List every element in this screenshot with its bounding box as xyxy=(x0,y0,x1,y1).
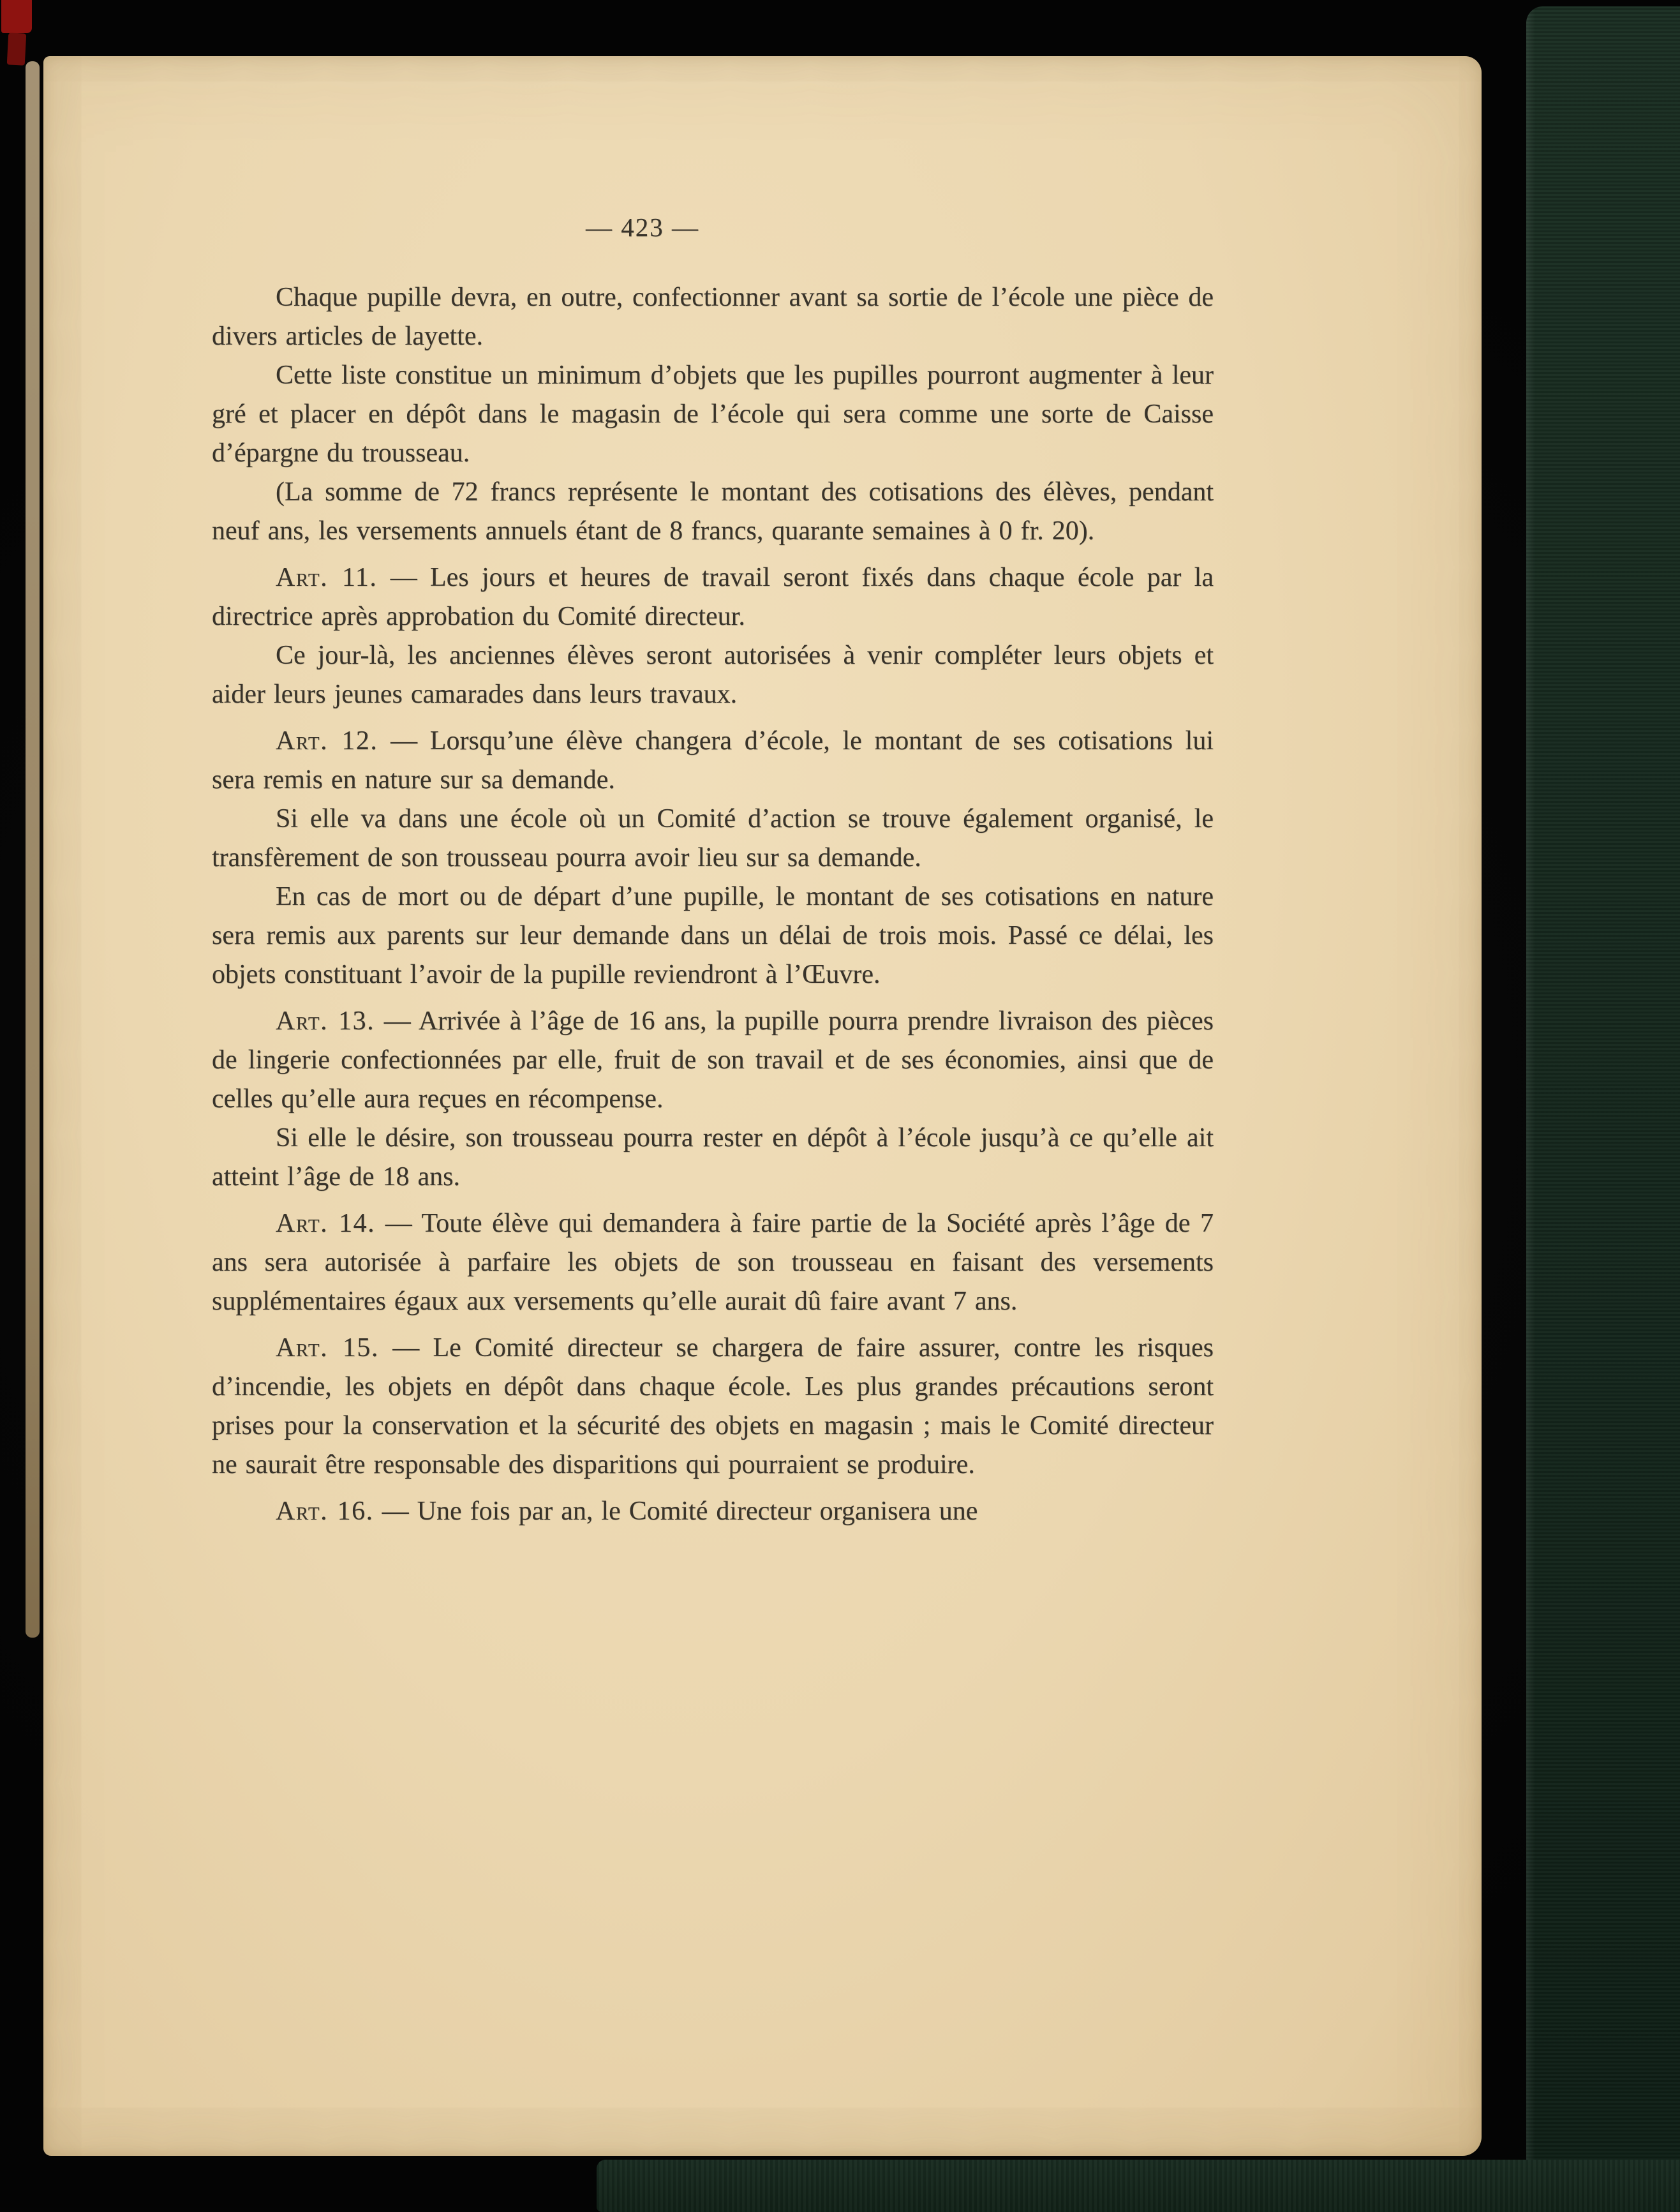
red-corner-mark xyxy=(1,0,32,33)
book-cover-bottom xyxy=(597,2160,1680,2212)
article-label: Art. 11. xyxy=(276,563,378,592)
page-left-edge xyxy=(26,61,40,1638)
body-paragraph: En cas de mort ou de départ d’une pupille, le montant de ses cotisations en nature sera remis aux parents sur leur demande dans un délai de trois mois. Passé ce délai, les objets constituant l’avoir de la pupille reviendront à l’Œuvre. xyxy=(212,882,1214,989)
article-paragraph: Art. 11. — Les jours et heures de travail seront fixés dans chaque école par la directrice après approbation du Comité directeur. xyxy=(212,563,1214,631)
article-label: Art. 16. xyxy=(276,1497,374,1526)
article-label: Art. 13. xyxy=(276,1006,375,1036)
article-label: Art. 12. xyxy=(276,726,378,756)
book-page xyxy=(43,56,1482,2156)
article-label: Art. 14. xyxy=(276,1209,376,1238)
article-paragraph: Art. 13. — Arrivée à l’âge de 16 ans, la pupille pourra prendre livraison des pièces de lingerie confectionnées par elle, fruit de son travail et de ses économies, ainsi que de celles qu’elle aura reçues en récompense. xyxy=(212,1006,1214,1114)
body-paragraph: (La somme de 72 francs représente le montant des cotisations des élèves, pendant neuf ans, les versements annuels étant de 8 francs, quarante semaines à 0 fr. 20). xyxy=(212,477,1214,546)
red-corner-mark-small xyxy=(7,33,27,65)
article-label: Art. 15. xyxy=(276,1333,379,1363)
body-paragraph: Ce jour-là, les anciennes élèves seront autorisées à venir compléter leurs objets et aider leurs jeunes camarades dans leurs travaux. xyxy=(212,641,1214,709)
article-paragraph: Art. 12. — Lorsqu’une élève changera d’école, le montant de ses cotisations lui sera remis en nature sur sa demande. xyxy=(212,726,1214,795)
book-cover-right xyxy=(1526,6,1680,2212)
article-paragraph: Art. 16. — Une fois par an, le Comité directeur organisera une xyxy=(276,1497,978,1526)
article-paragraph: Art. 15. — Le Comité directeur se chargera de faire assurer, contre les risques d’incendie, les objets en dépôt dans chaque école. Les plus grandes précautions seront prises pour la conservation et la sécurité des objets en magasin ; mais le Comité directeur ne saurait être responsable des disparitions qui pourraient se produire. xyxy=(212,1333,1214,1479)
body-paragraph: Si elle va dans une école où un Comité d’action se trouve également organisé, le transfèrement de son trousseau pourra avoir lieu sur sa demande. xyxy=(212,804,1214,872)
body-paragraph: Chaque pupille devra, en outre, confectionner avant sa sortie de l’école une pièce de divers articles de layette. xyxy=(212,283,1214,351)
body-paragraph: Cette liste constitue un minimum d’objets que les pupilles pourront augmenter à leur gré et placer en dépôt dans le magasin de l’école qui sera comme une sorte de Caisse d’épargne du trousseau. xyxy=(212,361,1214,468)
page-number: — 423 — xyxy=(586,213,699,242)
body-paragraph: Si elle le désire, son trousseau pourra rester en dépôt à l’école jusqu’à ce qu’elle ait atteint l’âge de 18 ans. xyxy=(212,1123,1214,1192)
article-paragraph: Art. 14. — Toute élève qui demandera à faire partie de la Société après l’âge de 7 ans sera autorisée à parfaire les objets de son trousseau en faisant des versements supplémentaires égaux aux versements qu’elle aurait dû faire avant 7 ans. xyxy=(212,1209,1214,1316)
text-block xyxy=(212,278,1214,1531)
